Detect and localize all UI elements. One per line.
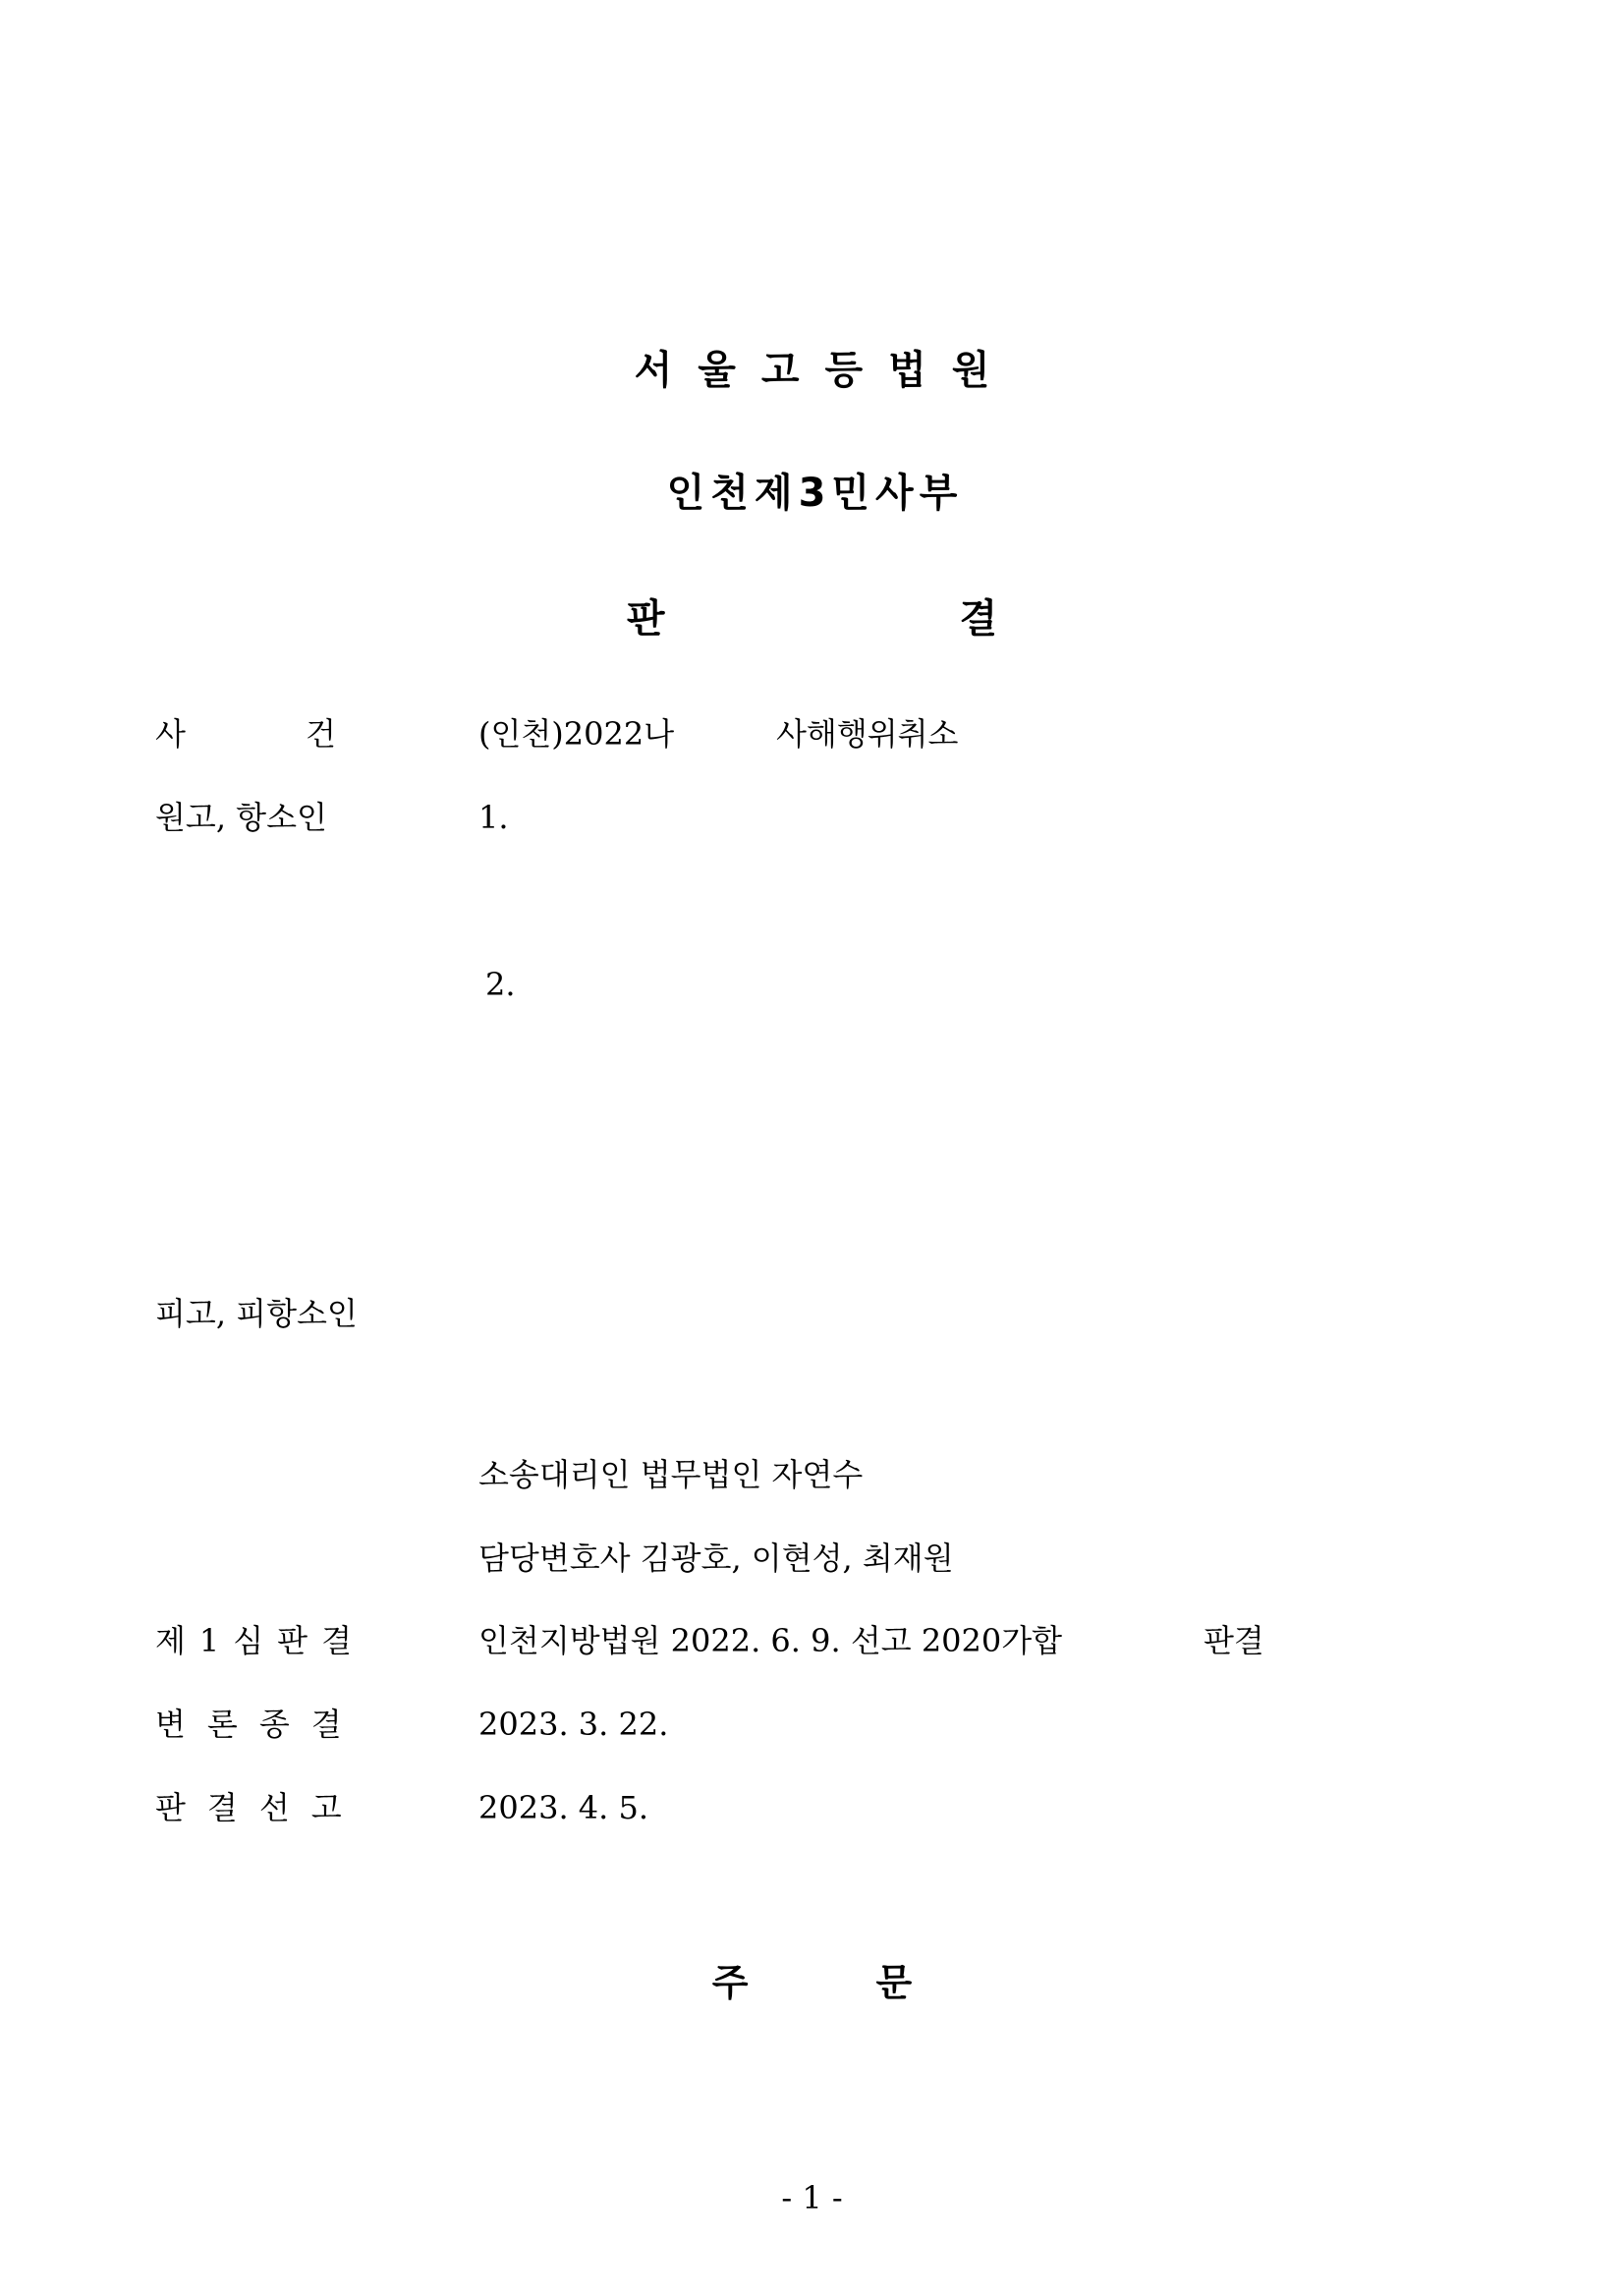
division-name: 인천제3민사부 <box>666 471 964 516</box>
closing-argument-label: 변론종결 <box>155 1706 364 1743</box>
case-number: (인천)2022나 <box>478 715 675 753</box>
first-instance-suffix: 판결 <box>1204 1622 1264 1659</box>
judgment-date: 2023. 4. 5. <box>478 1789 649 1826</box>
page-number: - 1 - <box>781 2179 843 2216</box>
plaintiff-item-1: 1. <box>478 799 509 836</box>
court-name: 서울고등법원 <box>634 348 1016 393</box>
judgment-date-label: 판결선고 <box>155 1789 364 1826</box>
defendant-attorneys: 담당변호사 김광호, 이현성, 최재원 <box>478 1540 954 1577</box>
plaintiff-label: 원고, 항소인 <box>155 799 327 836</box>
case-name: 사해행위취소 <box>776 715 959 753</box>
case-label-right: 건 <box>306 715 336 753</box>
defendant-counsel: 소송대리인 법무법인 자연수 <box>478 1456 864 1493</box>
defendant-label: 피고, 피항소인 <box>155 1295 358 1332</box>
order-title: 주문 <box>711 1961 1040 2004</box>
first-instance-court-date: 인천지방법원 2022. 6. 9. 선고 2020가합 <box>478 1622 1063 1659</box>
first-instance-label: 제1심판결 <box>155 1622 366 1659</box>
plaintiff-item-2: 2. <box>485 966 516 1003</box>
document-title: 판결 <box>626 596 1293 642</box>
closing-argument-date: 2023. 3. 22. <box>478 1706 669 1743</box>
case-label-left: 사 <box>155 715 186 753</box>
